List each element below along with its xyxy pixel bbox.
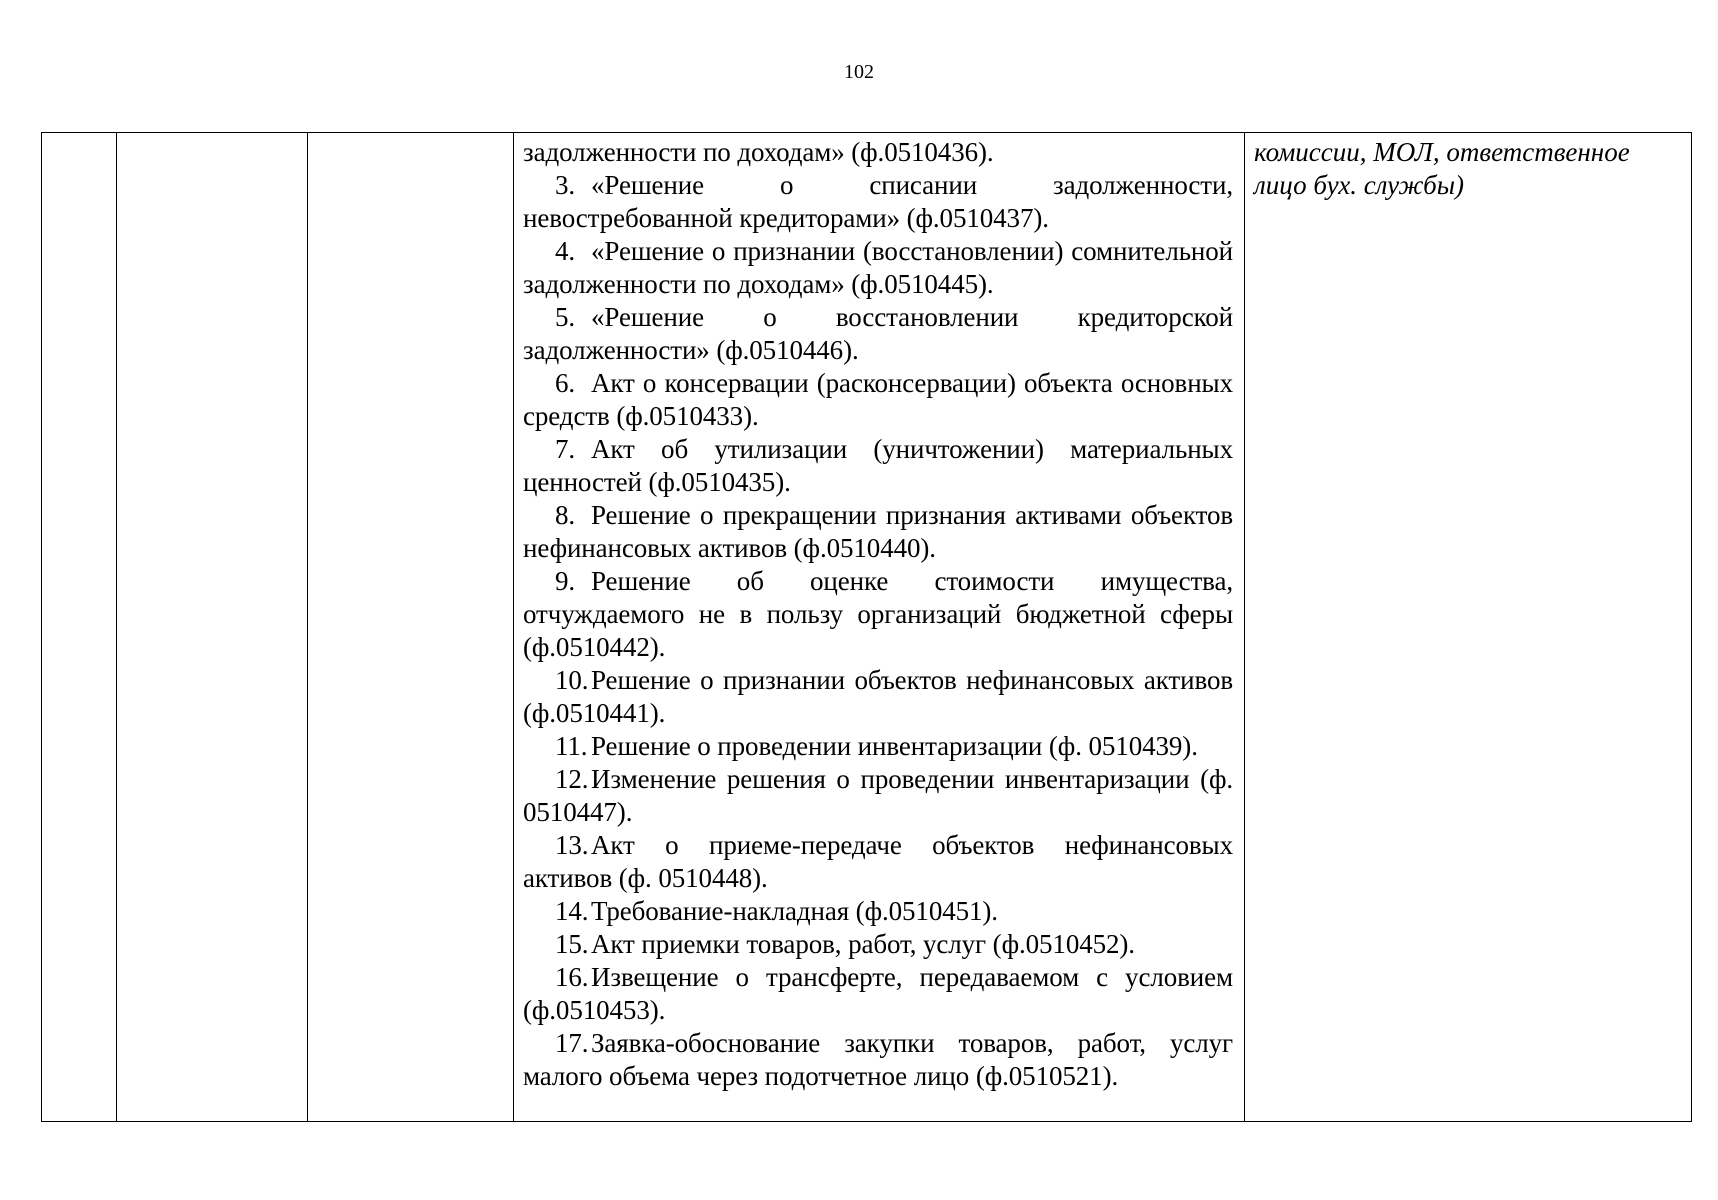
list-item-text: Акт приемки товаров, работ, услуг (ф.0510452). [591, 929, 1135, 959]
list-item-text: Решение о проведении инвентаризации (ф. 0510439). [591, 731, 1198, 761]
list-item-number: 6. [555, 368, 576, 398]
list-item [523, 664, 1233, 730]
list-item-text: Извещение о трансферте, передаваемом с условием (ф.0510453). [523, 962, 1233, 1025]
list-item [523, 235, 1233, 301]
list-item-number: 11. [555, 731, 588, 761]
list-item-number: 7. [555, 434, 576, 464]
table-cell-2 [117, 133, 308, 1122]
list-item-number: 10. [555, 665, 589, 695]
list-item [523, 763, 1233, 829]
list-item-number: 13. [555, 830, 589, 860]
list-item-text: Решение о признании объектов нефинансовых активов (ф.0510441). [523, 665, 1233, 728]
list-item-number: 9. [555, 566, 576, 596]
list-item-number: 16. [555, 962, 589, 992]
table-cell-1 [42, 133, 117, 1122]
list-item-text: Акт о приеме-передаче объектов нефинансовых активов (ф. 0510448). [523, 830, 1233, 893]
list-item [523, 169, 1233, 235]
list-item [523, 1027, 1233, 1093]
list-item [523, 928, 1233, 961]
list-item-text: Решение об оценке стоимости имущества, отчуждаемого не в пользу организаций бюджетной сферы (ф.0510442). [523, 566, 1233, 662]
list-item [523, 367, 1233, 433]
document-table [41, 132, 1692, 1122]
list-item-number: 17. [555, 1028, 589, 1058]
document-list [514, 133, 1244, 1093]
list-item-text: «Решение о признании (восстановлении) сомнительной задолженности по доходам» (ф.0510445). [523, 236, 1233, 299]
table-cell-responsible [1245, 133, 1692, 1122]
list-item-number: 12. [555, 764, 589, 794]
list-item-text: Заявка-обоснование закупки товаров, работ, услуг малого объема через подотчетное лицо (ф.0510521). [523, 1028, 1233, 1091]
list-item [523, 829, 1233, 895]
list-item-number: 3. [555, 170, 576, 200]
list-item-text: Акт о консервации (расконсервации) объекта основных средств (ф.0510433). [523, 368, 1233, 431]
list-item-text: Акт об утилизации (уничтожении) материальных ценностей (ф.0510435). [523, 434, 1233, 497]
list-continuation: задолженности по доходам» (ф.0510436). [523, 137, 994, 167]
list-item [523, 895, 1233, 928]
list-item-text: Требование-накладная (ф.0510451). [591, 896, 998, 926]
page-number: 102 [844, 61, 874, 83]
list-item-text: «Решение о восстановлении кредиторской задолженности» (ф.0510446). [523, 302, 1233, 365]
list-item-number: 8. [555, 500, 576, 530]
list-item-number: 4. [555, 236, 576, 266]
list-item-number: 15. [555, 929, 589, 959]
list-item [523, 301, 1233, 367]
list-item-number: 14. [555, 896, 589, 926]
list-item [523, 565, 1233, 664]
list-item-number: 5. [555, 302, 576, 332]
list-item [523, 730, 1233, 763]
list-item [523, 433, 1233, 499]
table-row [42, 133, 1692, 1122]
responsible-persons-text: комиссии, МОЛ, ответственное лицо бух. службы) [1254, 137, 1630, 200]
list-item-text: Решение о прекращении признания активами объектов нефинансовых активов (ф.0510440). [523, 500, 1233, 563]
table-cell-3 [308, 133, 514, 1122]
list-item [523, 499, 1233, 565]
list-item-text: «Решение о списании задолженности, невостребованной кредиторами» (ф.0510437). [523, 170, 1233, 233]
list-item-text: Изменение решения о проведении инвентаризации (ф. 0510447). [523, 764, 1233, 827]
table-cell-documents [514, 133, 1245, 1122]
list-item [523, 961, 1233, 1027]
